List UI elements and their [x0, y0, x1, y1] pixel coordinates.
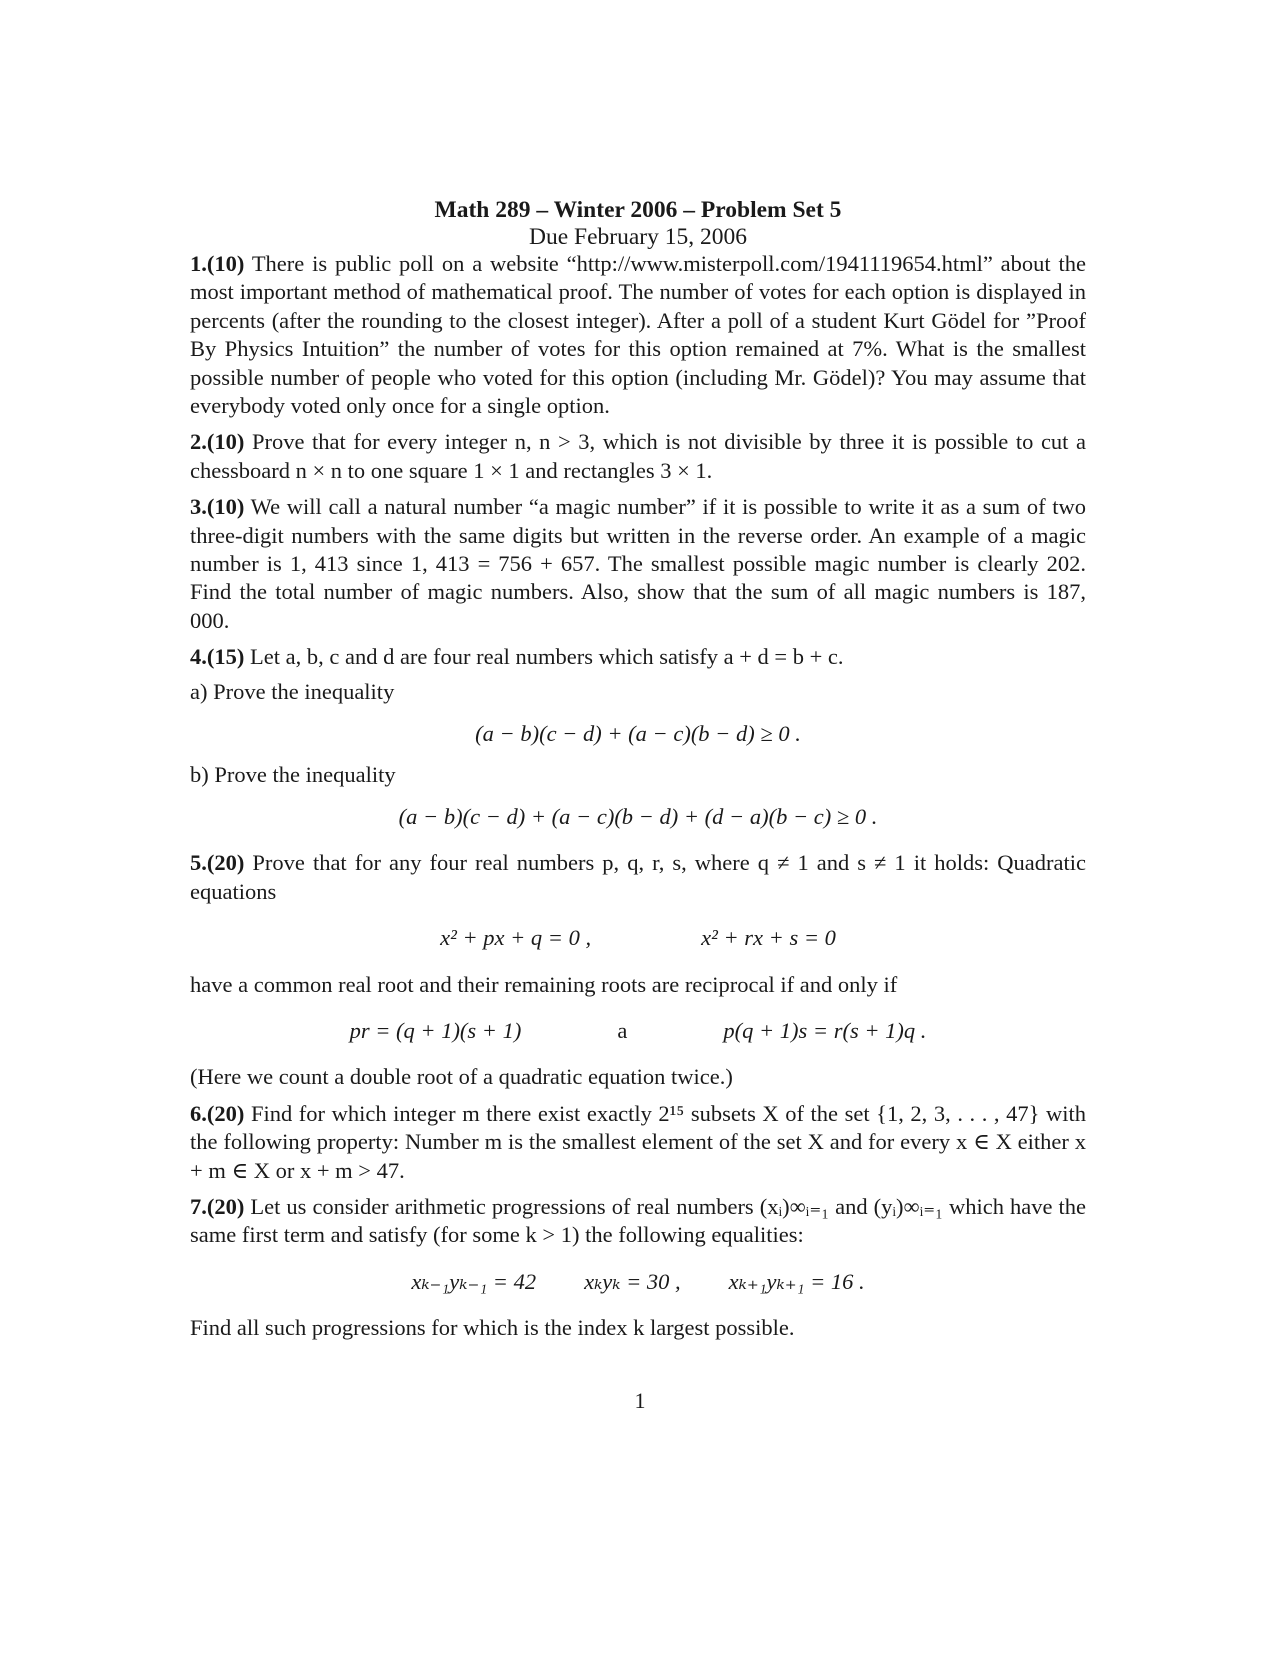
conditions: [190, 1017, 1086, 1045]
problem-4: [190, 643, 1086, 831]
problem-number: 3.(10): [190, 494, 245, 520]
problem-7: [190, 1193, 1086, 1343]
equation-1: x² + px + q = 0 ,: [440, 925, 592, 951]
problem-text-middle: have a common real root and their remaining roots are reciprocal if and only if: [190, 971, 898, 997]
problem-text: Find for which integer m there exist exactly 2¹⁵ subsets X of the set {1, 2, 3, . . . , 47} with the following property: Number m is the smallest element of the set X and for every x ∈ X either x + m ∈ X or x + m > 47.: [190, 1100, 1086, 1183]
quadratic-equations: [190, 924, 1086, 952]
problem-number: 7.(20): [190, 1193, 245, 1219]
problem-text: There is public poll on a website “http://www.misterpoll.com/1941119654.html” about the most important method of mathematical proof. The number of votes for each option is displayed in percents (after the rounding to the closest integer). After a poll of a student Kurt Gödel for ”Proof By Physics Intuition” the number of votes for this option remained at 7%. What is the smallest possible number of people who voted for this option (including Mr. Gödel)? You may assume that everybody voted only once for a single option.: [190, 251, 1086, 419]
equation-2: x² + rx + s = 0: [701, 925, 836, 951]
equation-3: xₖ₊₁yₖ₊₁ = 16 .: [728, 1268, 865, 1294]
problem-number: 4.(15): [190, 644, 245, 670]
equation-1: xₖ₋₁yₖ₋₁ = 42: [411, 1268, 537, 1294]
problem-number: 6.(20): [190, 1100, 245, 1126]
conjunction: a: [617, 1017, 628, 1043]
problem-6: [190, 1100, 1086, 1185]
problem-number: 2.(10): [190, 429, 245, 455]
condition-1: pr = (q + 1)(s + 1): [349, 1017, 522, 1043]
condition-2: p(q + 1)s = r(s + 1)q .: [723, 1017, 927, 1043]
problem-text: Let a, b, c and d are four real numbers which satisfy a + d = b + c.: [250, 644, 844, 670]
page-title: Math 289 – Winter 2006 – Problem Set 5: [434, 197, 842, 223]
problem-number: 1.(10): [190, 251, 245, 276]
problem-note: (Here we count a double root of a quadratic equation twice.): [190, 1064, 733, 1090]
problem-1: [190, 250, 1086, 420]
problem-closing: Find all such progressions for which is the index k largest possible.: [190, 1315, 795, 1341]
part-a-label: a) Prove the inequality: [190, 678, 395, 704]
product-equalities: [190, 1268, 1086, 1296]
equation-part-a: (a − b)(c − d) + (a − c)(b − d) ≥ 0 .: [475, 721, 801, 747]
problem-2: [190, 428, 1086, 485]
problem-text: We will call a natural number “a magic number” if it is possible to write it as a sum of two three-digit numbers with the same digits but written in the reverse order. An example of a magic number is 1, 413 since 1, 413 = 756 + 657. The smallest possible magic number is clearly 202. Find the total number of magic numbers. Also, show that the sum of all magic numbers is 187, 000.: [190, 494, 1087, 633]
part-b-label: b) Prove the inequality: [190, 761, 396, 787]
problem-text: Prove that for any four real numbers p, q, r, s, where q ≠ 1 and s ≠ 1 it holds: Quadratic equations: [190, 850, 1086, 904]
problem-set-document: [190, 196, 1086, 1351]
problem-5: [190, 849, 1086, 1091]
problem-text: Let us consider arithmetic progressions of real numbers (xᵢ)∞ᵢ₌₁ and (yᵢ)∞ᵢ₌₁ which have the same first term and satisfy (for some k > 1) the following equalities:: [190, 1193, 1086, 1248]
problem-3: [190, 493, 1086, 635]
equation-part-b: (a − b)(c − d) + (a − c)(b − d) + (d − a)(b − c) ≥ 0 .: [398, 803, 878, 829]
page-number: 1: [634, 1388, 646, 1413]
equation-2: xₖyₖ = 30 ,: [584, 1268, 681, 1294]
due-date: Due February 15, 2006: [529, 224, 747, 250]
problem-number: 5.(20): [190, 850, 245, 876]
problem-text: Prove that for every integer n, n > 3, which is not divisible by three it is possible to cut a chessboard n × n to one square 1 × 1 and rectangles 3 × 1.: [190, 429, 1086, 483]
